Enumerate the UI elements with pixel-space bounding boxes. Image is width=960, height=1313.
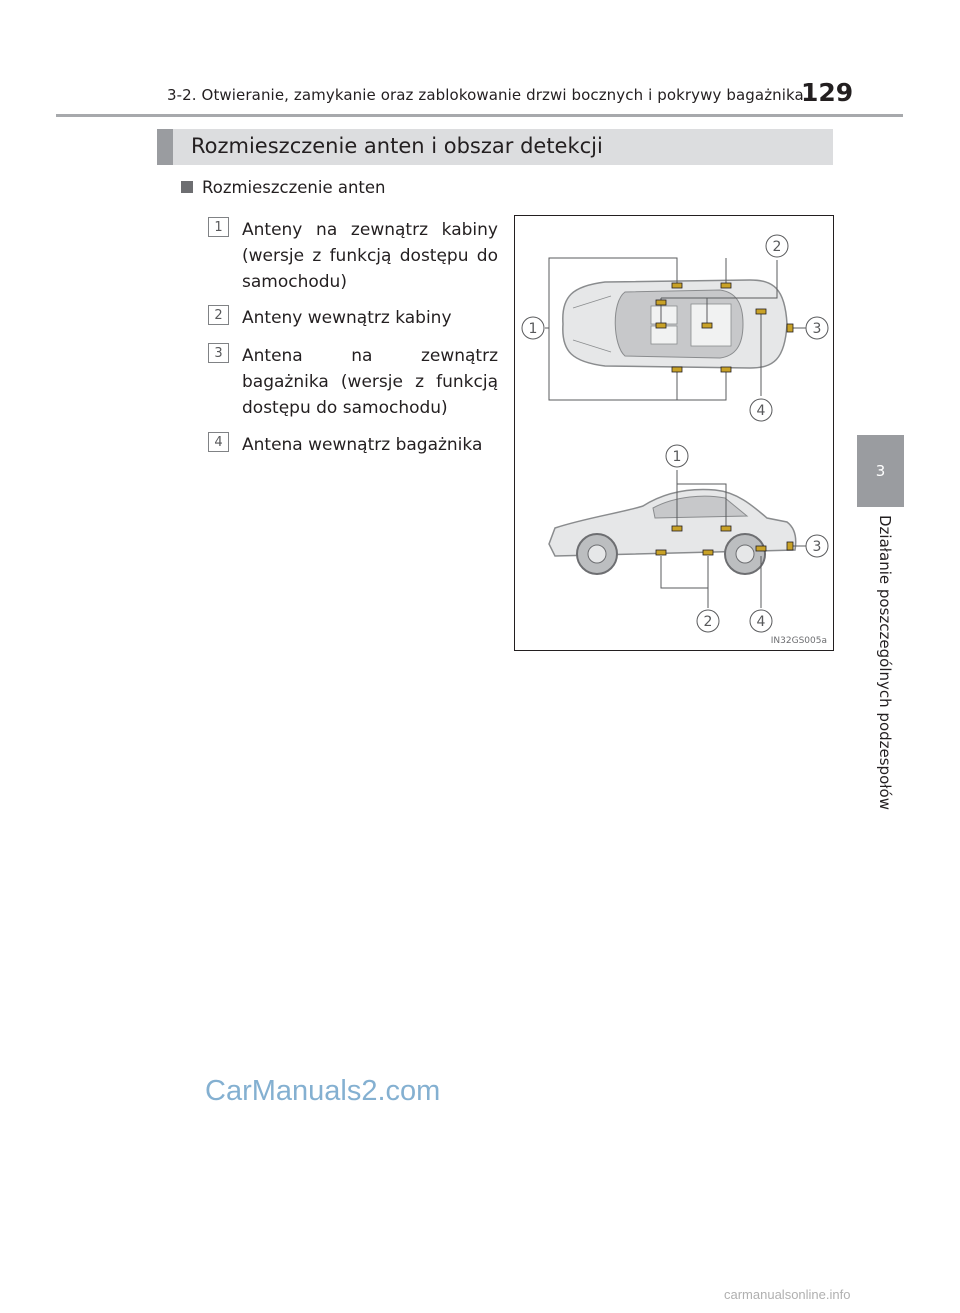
footer-watermark: carmanualsonline.info	[724, 1287, 851, 1302]
callout-label: 1	[528, 321, 538, 337]
callout-label: 4	[756, 614, 766, 630]
list-item	[208, 343, 498, 421]
item-text: Anteny na zewnątrz kabiny (wersje z funkcją dostępu do samochodu)	[242, 220, 498, 292]
square-bullet-icon	[181, 181, 193, 193]
header-rule	[56, 114, 903, 117]
item-text: Antena na zewnątrz bagażnika (wersje z funkcją dostępu do samochodu)	[242, 346, 498, 418]
callout-label: 2	[703, 614, 713, 630]
section-title-bar	[157, 129, 833, 165]
subheading-text: Rozmieszczenie anten	[202, 178, 386, 197]
section-title: Rozmieszczenie anten i obszar detekcji	[191, 134, 603, 158]
page-number: 129	[801, 78, 854, 107]
header-title: 3-2. Otwieranie, zamykanie oraz zablokowanie drzwi bocznych i pokrywy bagażnika	[167, 86, 804, 104]
list-item	[208, 217, 498, 295]
car-side-view	[549, 490, 796, 574]
callout-label: 3	[812, 321, 822, 337]
callout-label: 2	[772, 239, 782, 255]
subheading	[181, 178, 386, 197]
callout-label: 3	[812, 539, 822, 555]
watermark: CarManuals2.com	[205, 1075, 441, 1107]
callout-label: 4	[756, 403, 766, 419]
chapter-tab: 3	[857, 435, 904, 507]
antenna-diagram	[514, 215, 834, 651]
item-number: 3	[208, 343, 229, 363]
car-illustration	[515, 216, 832, 649]
car-top-view	[563, 280, 787, 368]
item-number: 2	[208, 305, 229, 325]
item-number: 1	[208, 217, 229, 237]
list-item	[208, 305, 498, 331]
list-item	[208, 432, 498, 458]
callout-label: 1	[672, 449, 682, 465]
chapter-tab-text: Działanie poszczególnych podzespołów	[876, 515, 894, 810]
item-text: Antena wewnątrz bagażnika	[242, 435, 483, 455]
diagram-code: IN32GS005a	[770, 636, 827, 646]
item-text: Anteny wewnątrz kabiny	[242, 308, 452, 328]
item-number: 4	[208, 432, 229, 452]
